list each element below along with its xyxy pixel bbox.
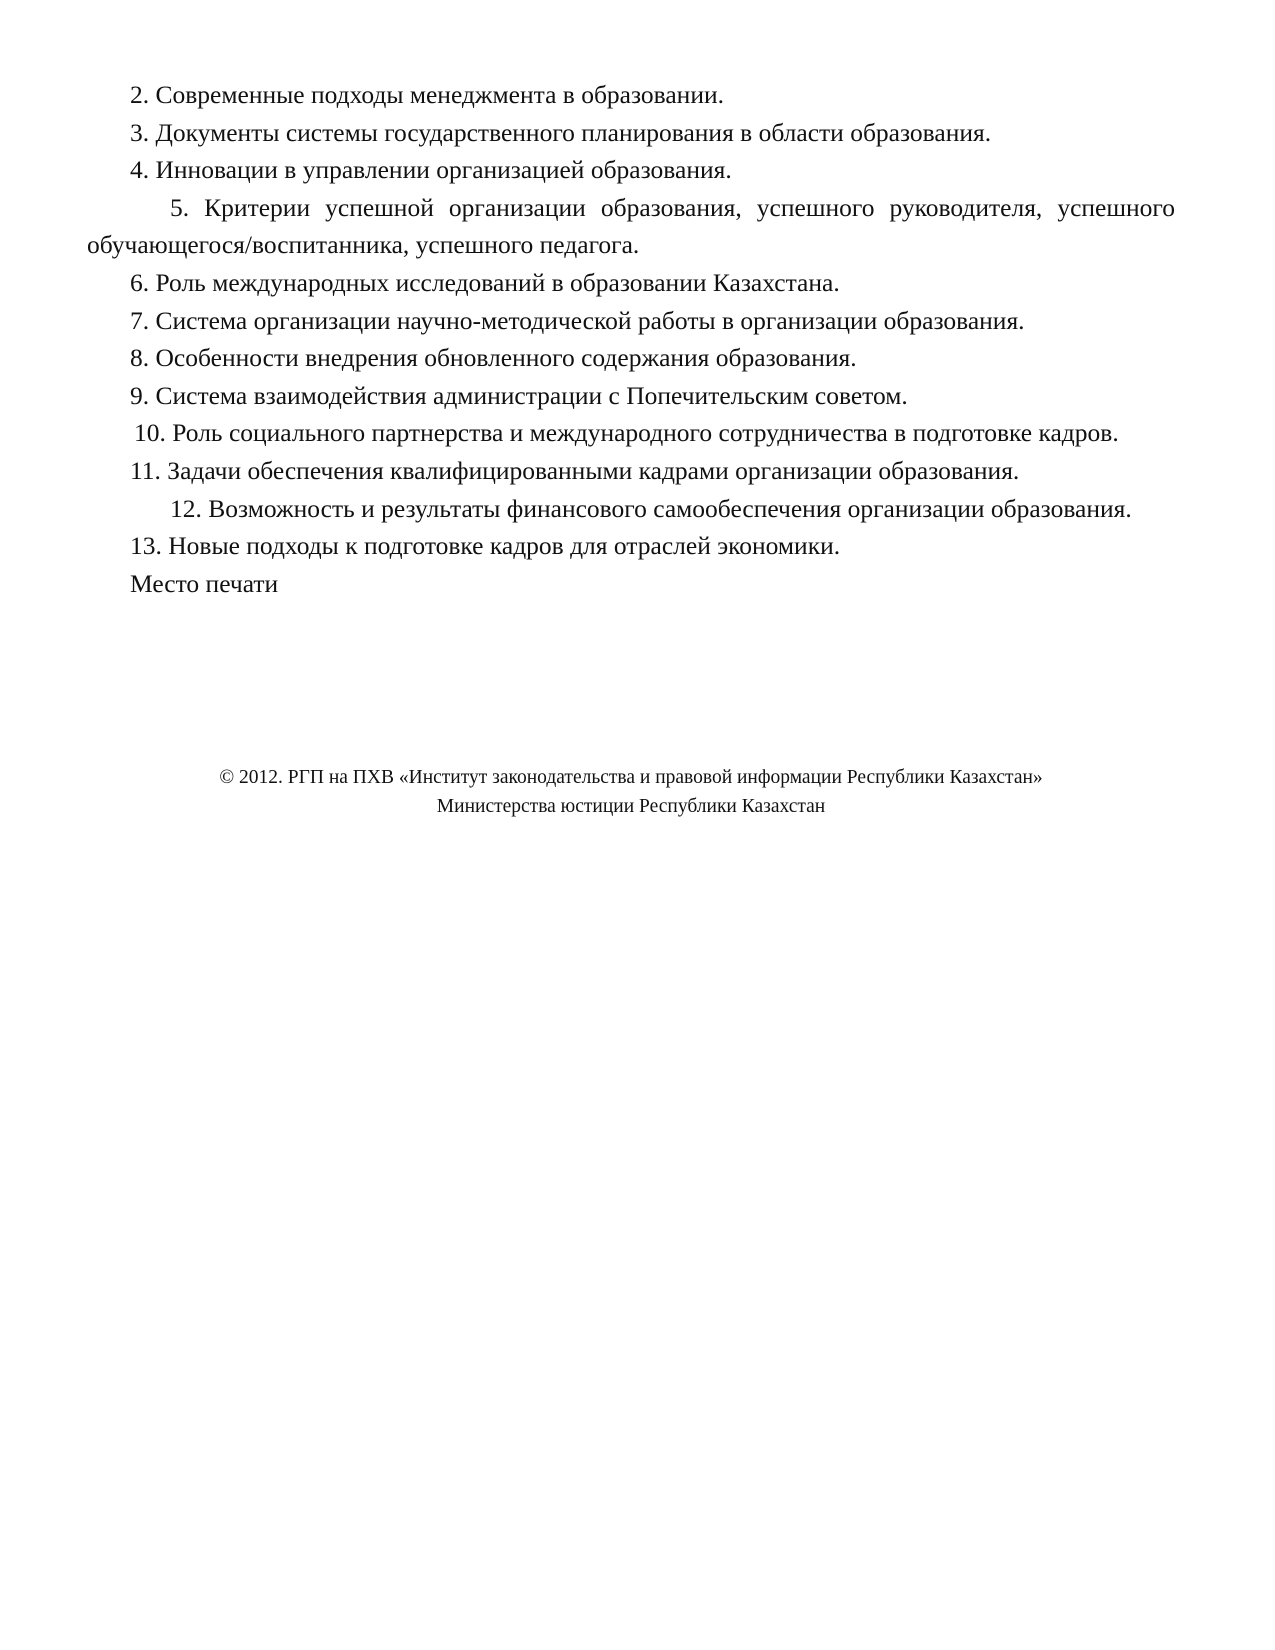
list-item: 13. Новые подходы к подготовке кадров для отраслей экономики. — [130, 531, 841, 561]
list-item: 3. Документы системы государственного планирования в области образования. — [130, 117, 992, 147]
list-item: 8. Особенности внедрения обновленного содержания образования. — [130, 343, 857, 373]
list-item: 6. Роль международных исследований в образовании Казахстана. — [130, 267, 840, 297]
list-item: 7. Система организации научно-методической работы в организации образования. — [130, 305, 1025, 335]
list-item: 5. Критерии успешной организации образования, успешного руководителя, успешного обучающегося/воспитанника, успешного педагога. — [87, 192, 1175, 260]
topics-list — [87, 76, 1175, 602]
list-item: 12. Возможность и результаты финансового самообеспечения организации образования. — [170, 493, 1132, 523]
copyright-line: © 2012. РГП на ПХВ «Институт законодательства и правовой информации Республики Казахстан» — [219, 767, 1043, 788]
list-item: 11. Задачи обеспечения квалифицированными кадрами организации образования. — [130, 455, 1020, 485]
list-item: 4. Инновации в управлении организацией образования. — [130, 155, 732, 185]
stamp-label: Место печати — [130, 568, 279, 598]
ministry-line: Министерства юстиции Республики Казахстан — [436, 796, 826, 817]
copyright-footer — [87, 763, 1175, 821]
list-item: 2. Современные подходы менеджмента в образовании. — [130, 80, 724, 109]
list-item: 10. Роль социального партнерства и международного сотрудничества в подготовке кадров. — [134, 418, 1119, 448]
list-item: 9. Система взаимодействия администрации с Попечительским советом. — [130, 380, 908, 410]
